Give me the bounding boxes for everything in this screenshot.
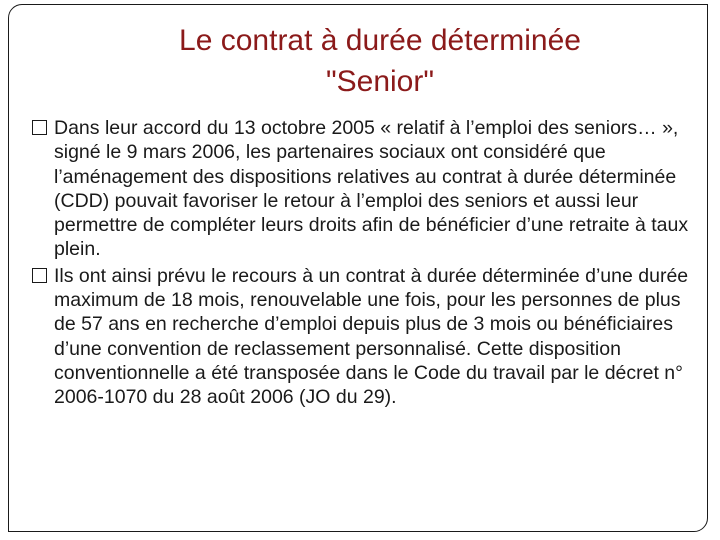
bullet-item: [32, 116, 692, 262]
slide-title: Le contrat à durée déterminée "Senior": [179, 24, 581, 98]
bullet-list: [32, 116, 692, 412]
square-bullet-icon: [32, 268, 47, 283]
square-bullet-icon: [32, 120, 47, 135]
bullet-item: [32, 264, 692, 410]
bullet-text: Ils ont ainsi prévu le recours à un contrat à durée déterminée d’une durée maximum de 18 mois, renouvelable une fois, pour les personnes de plus de 57 ans en recherche d’emploi depuis plus de 3 mois ou bénéficiaires d’une convention de reclassement personnalisé. Cette disposition conventionnelle a été transposée dans le Code du travail par le décret n° 2006-1070 du 28 août 2006 (JO du 29).: [54, 264, 689, 409]
bullet-text: Dans leur accord du 13 octobre 2005 « relatif à l’emploi des seniors… », signé le 9 mars 2006, les partenaires sociaux ont considéré que l’aménagement des dispositions relatives au contrat à durée déterminée (CDD) pouvait favoriser le retour à l’emploi des seniors et aussi leur permettre de compléter leurs droits afin de bénéficier d’une retraite à taux plein.: [54, 117, 689, 261]
